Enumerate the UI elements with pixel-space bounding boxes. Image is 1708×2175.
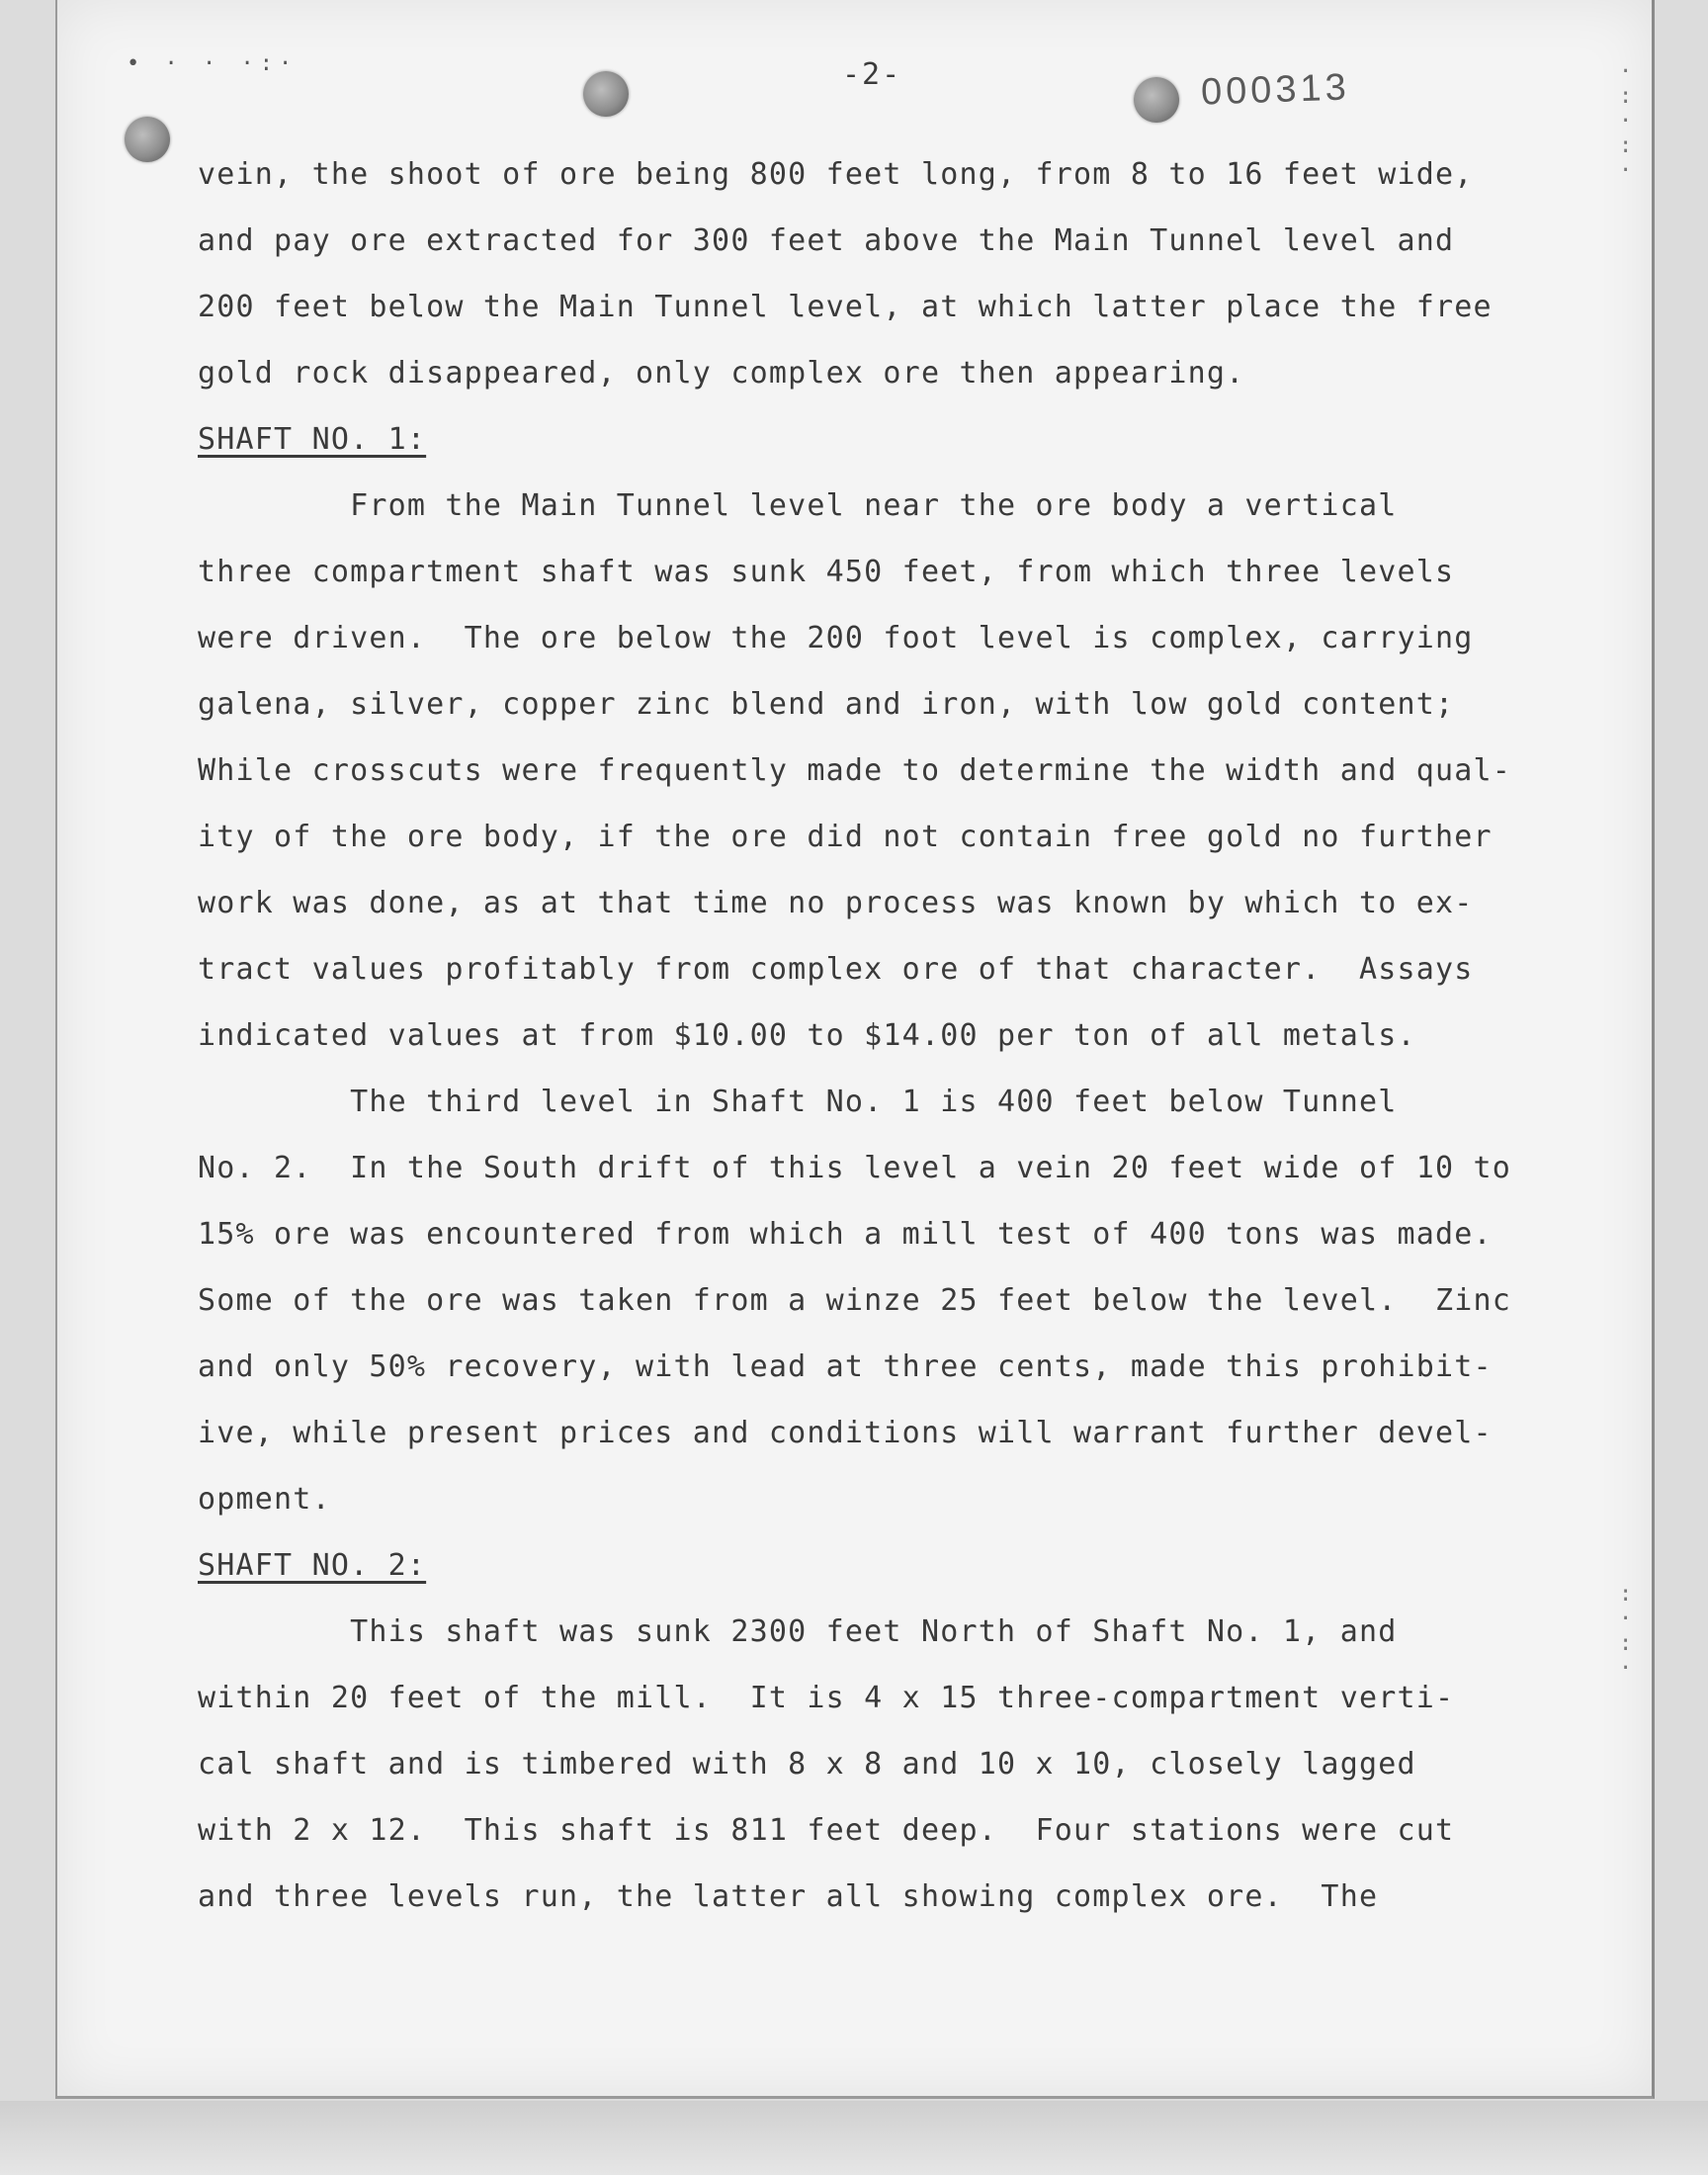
text-line: While crosscuts were frequently made to determine the width and qual- — [198, 753, 1512, 788]
text-line: ity of the ore body, if the ore did not contain free gold no further — [198, 820, 1493, 854]
text-line: ive, while present prices and conditions will warrant further devel- — [198, 1416, 1493, 1450]
text-line: From the Main Tunnel level near the ore body a vertical — [198, 488, 1398, 523]
scanner-bed-edge — [0, 2101, 1708, 2175]
text-line: were driven. The ore below the 200 foot level is complex, carrying — [198, 621, 1474, 655]
edge-speckle: : · : · — [1619, 1582, 1633, 1681]
text-line: indicated values at from $10.00 to $14.00 per ton of all metals. — [198, 1018, 1416, 1053]
bates-stamp-number: 000313 — [1200, 66, 1351, 114]
text-line: and only 50% recovery, with lead at three cents, made this prohibit- — [198, 1349, 1493, 1384]
text-line: tract values profitably from complex ore of that character. Assays — [198, 952, 1474, 987]
punch-hole-right — [1134, 77, 1179, 123]
text-line: vein, the shoot of ore being 800 feet long, from 8 to 16 feet wide, — [198, 157, 1474, 192]
text-line: three compartment shaft was sunk 450 feet, from which three levels — [198, 555, 1455, 589]
scan-specks: • · · ·:· — [127, 51, 299, 76]
text-line: This shaft was sunk 2300 feet North of Shaft No. 1, and — [198, 1614, 1398, 1649]
text-line: gold rock disappeared, only complex ore then appearing. — [198, 356, 1245, 391]
text-line: The third level in Shaft No. 1 is 400 feet below Tunnel — [198, 1085, 1398, 1119]
text-line: 200 feet below the Main Tunnel level, at which latter place the free — [198, 290, 1493, 324]
punch-hole-left — [125, 117, 170, 162]
text-line: Some of the ore was taken from a winze 25 feet below the level. Zinc — [198, 1283, 1512, 1318]
text-line: opment. — [198, 1482, 331, 1517]
text-line: within 20 feet of the mill. It is 4 x 15 three-compartment verti- — [198, 1681, 1455, 1715]
text-line: work was done, as at that time no process was known by which to ex- — [198, 886, 1474, 920]
punch-hole-center — [583, 71, 629, 117]
document-body — [198, 158, 1581, 1947]
text-line: and three levels run, the latter all showing complex ore. The — [198, 1879, 1379, 1914]
section-heading: SHAFT NO. 2: — [198, 1548, 427, 1583]
edge-speckle: · : · : · — [1619, 59, 1633, 183]
text-line: galena, silver, copper zinc blend and iron, with low gold content; — [198, 687, 1455, 722]
page-number: -2- — [842, 57, 902, 92]
text-line: 15% ore was encountered from which a mill test of 400 tons was made. — [198, 1217, 1493, 1252]
text-line: cal shaft and is timbered with 8 x 8 and 10 x 10, closely lagged — [198, 1747, 1416, 1782]
text-line: and pay ore extracted for 300 feet above the Main Tunnel level and — [198, 223, 1455, 258]
section-heading: SHAFT NO. 1: — [198, 422, 427, 457]
text-line: No. 2. In the South drift of this level a vein 20 feet wide of 10 to — [198, 1151, 1512, 1185]
text-line: with 2 x 12. This shaft is 811 feet deep. Four stations were cut — [198, 1813, 1455, 1848]
